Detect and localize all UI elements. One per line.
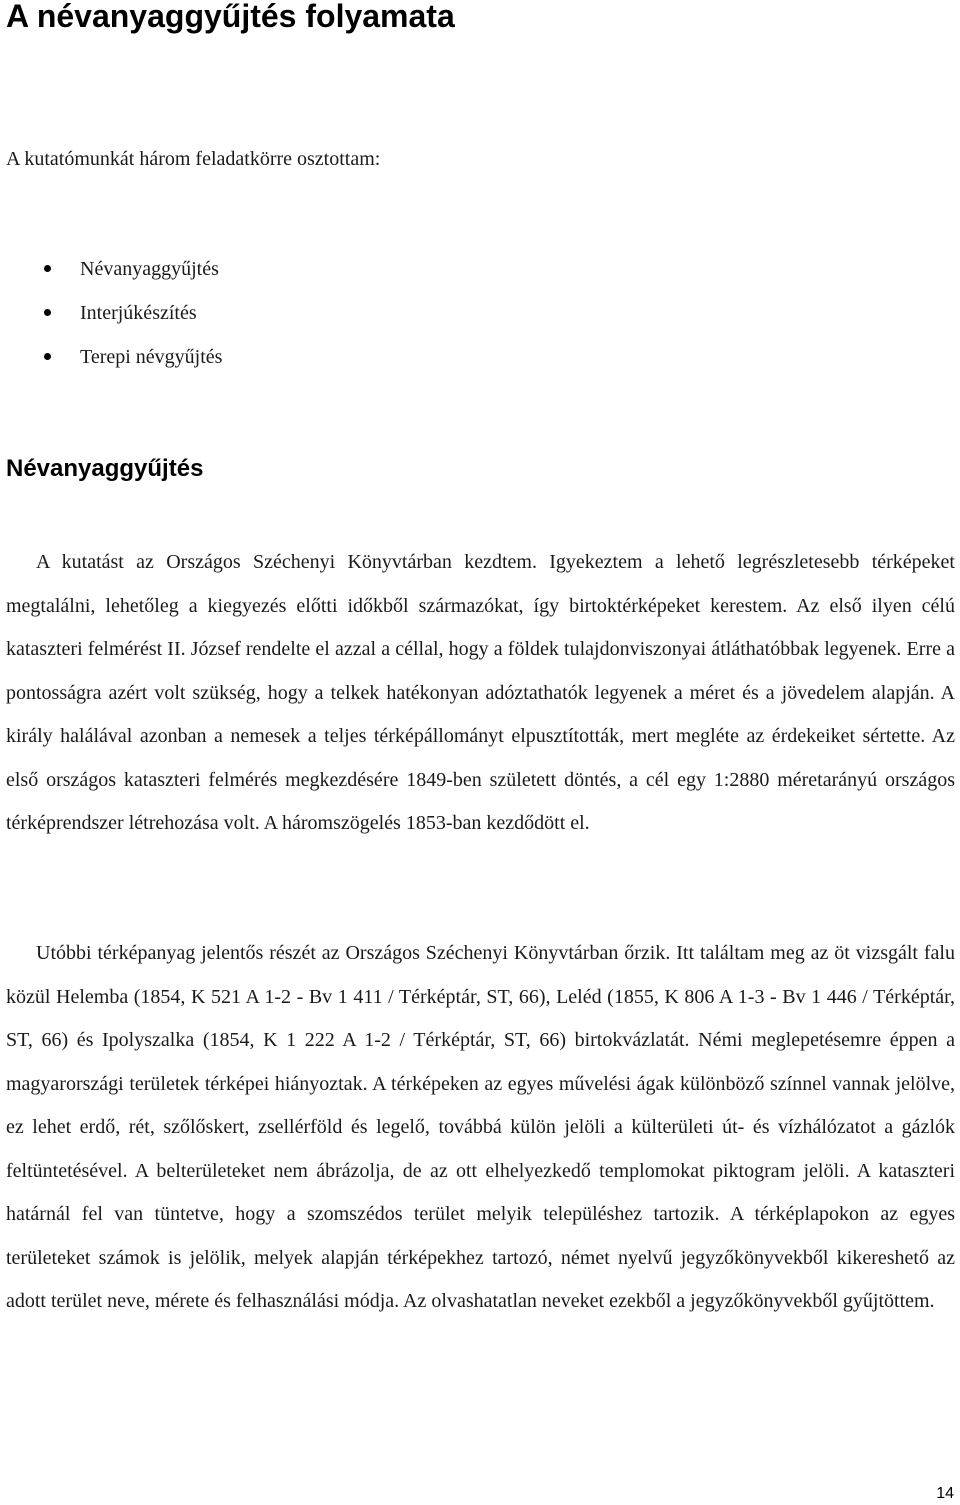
- section-heading: Névanyaggyűjtés: [6, 455, 204, 482]
- bullet-icon: [44, 309, 51, 316]
- intro-text: A kutatómunkát három feladatkörre osztottam:: [6, 148, 381, 170]
- body-paragraph: A kutatást az Országos Széchenyi Könyvtárban kezdtem. Igyekeztem a lehető legrészletesebb térképeket megtalálni, lehetőleg a kiegyezés előtti időkből származókat, így birtoktérképeket kerestem. Az első ilyen célú kataszteri felmérést II. József rendelte el azzal a céllal, hogy a földek tulajdonviszonyai átláthatóbbak legyenek. Erre a pontosságra azért volt szükség, hogy a telkek hatékonyan adóztathatók legyenek a méret és a jövedelem alapján. A király halálával azonban a nemesek a teljes térképállományt elpusztították, mert megléte az érdekeiket sértette. Az első országos kataszteri felmérés megkezdésére 1849-ben született döntés, a cél egy 1:2880 méretarányú országos térképrendszer létrehozása volt. A háromszögelés 1853-ban kezdődött el.: [6, 551, 955, 834]
- list-item: [0, 343, 960, 387]
- bullet-icon: [44, 353, 51, 360]
- page-title: A névanyaggyűjtés folyamata: [6, 0, 455, 34]
- list-item: [0, 299, 960, 343]
- body-paragraph: Utóbbi térképanyag jelentős részét az Országos Széchenyi Könyvtárban őrzik. Itt találtam meg az öt vizsgált falu közül Helemba (1854, K 521 A 1-2 - Bv 1 411 / Térképtár, ST, 66), Leléd (1855, K 806 A 1-3 - Bv 1 446 / Térképtár, ST, 66) és Ipolyszalka (1854, K 1 222 A 1-2 / Térképtár, ST, 66) birtokvázlatát. Némi meglepetésemre éppen a magyarországi területek térképei hiányoztak. A térképeken az egyes művelési ágak különböző színnel vannak jelölve, ez lehet erdő, rét, szőlőskert, zsellérföld és legelő, továbbá külön jelöli a külterületi út- és vízhálózatot a gázlók feltüntetésével. A belterületeket nem ábrázolja, de az ott elhelyezkedő templomokat piktogram jelöli. A kataszteri határnál fel van tüntetve, hogy a szomszédos terület melyik településhez tartozik. A térképlapokon az egyes területeket számok is jelölik, melyek alapján térképekhez tartozó, német nyelvű jegyzőkönyvekből kikereshető az adott terület neve, mérete és felhasználási módja. Az olvashatatlan neveket ezekből a jegyzőkönyvekből gyűjtöttem.: [6, 942, 955, 1312]
- task-list: [0, 255, 960, 387]
- list-item-label: Interjúkészítés: [80, 302, 197, 324]
- list-item-label: Névanyaggyűjtés: [80, 258, 219, 280]
- list-item: [0, 255, 960, 299]
- bullet-icon: [44, 265, 51, 272]
- page-number: 14: [936, 1485, 954, 1502]
- list-item-label: Terepi névgyűjtés: [80, 346, 223, 368]
